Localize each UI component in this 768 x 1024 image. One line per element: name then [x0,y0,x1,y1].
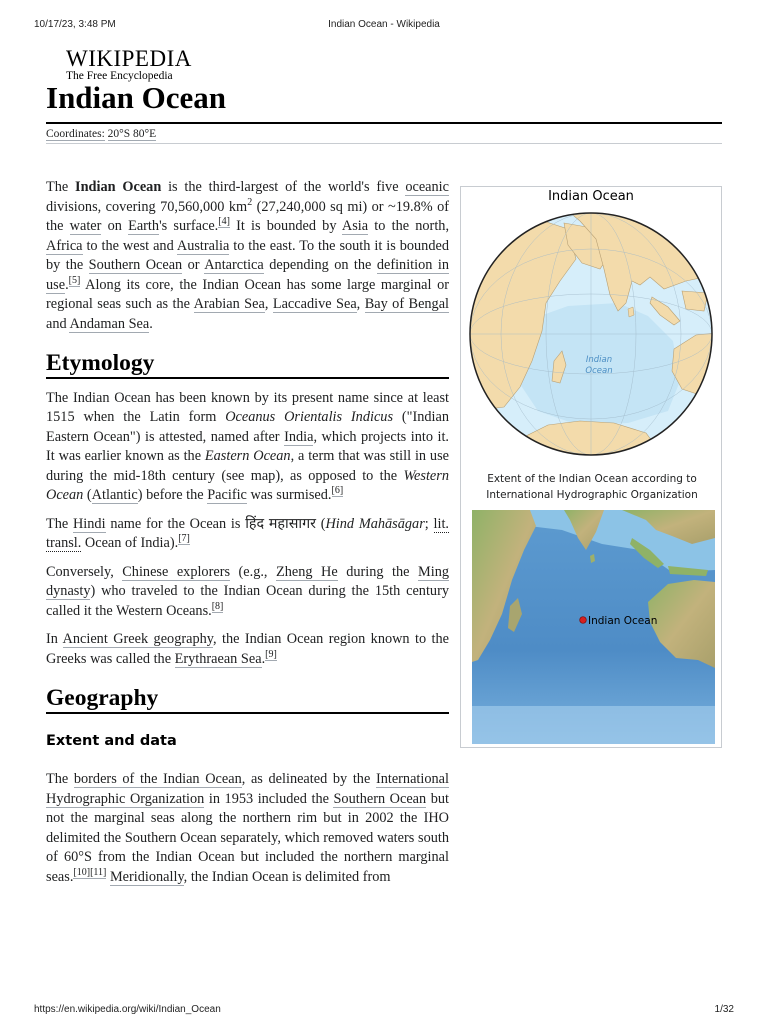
coordinates-label-link[interactable]: Coordinates: [46,128,105,140]
ref-10[interactable]: [10] [73,866,91,878]
etymology-paragraph-1: The Indian Ocean has been known by its present name since at least 1515 when the Latin form Oceanus Orientalis Indicus ("Indian Eastern Ocean") is attested, named after India, which projects into it. It was earlier known as the Eastern Ocean, a term that was still in use during the mid-18th century (see map), as opposed to the Western Ocean (Atlantic) before the Pacific was surmised.[6] [46,389,449,503]
link-lit[interactable]: lit. [433,515,449,532]
caption-line-1: Extent of the Indian Ocean according to [487,473,697,485]
link-australia[interactable]: Australia [176,237,230,254]
sri-lanka-landmass [628,307,634,317]
bold-term: Indian Ocean [75,179,162,195]
ref-5[interactable]: [5] [68,274,81,286]
globe-map[interactable] [468,211,714,457]
page-title: Indian Ocean [46,80,227,115]
ref-6[interactable]: [6] [331,485,344,497]
link-ancient-greek-geography[interactable]: Ancient Greek geography [62,631,213,647]
print-page-number: 1/32 [714,1004,734,1015]
caption-line-2: International Hydrographic Organization [486,489,698,501]
ref-4[interactable]: [4] [218,216,230,228]
borneo-landmass [682,291,708,311]
link-andaman-sea[interactable]: Andaman Sea [69,315,150,332]
link-africa[interactable]: Africa [46,237,83,254]
coordinates-value-link[interactable]: 20°S 80°E [107,128,157,140]
print-footer [0,996,768,1024]
ref-7[interactable]: [7] [178,533,190,545]
link-oceanic[interactable]: oceanic [405,179,449,195]
link-definition-in-use[interactable]: definition in use [46,257,449,293]
intro-paragraph: The Indian Ocean is the third-largest of the world's five oceanic divisions, covering 70,560,000 $km^2$ (27,240,000 sq mi) or ~19.8% of the water on Earth's surface.[4] It is bounded by Asia to the north, Africa to the west and Australia to the east. To the south it is bounded by the Southern Ocean or Antarctica depending on the definition in use.[5] Along its core, the Indian Ocean has some large marginal or regional seas such as the Arabian Sea, Laccadive Sea, Bay of Bengal and Andaman Sea. [46,179,450,332]
subsection-heading-extent: Extent and data [46,732,177,749]
link-hindi[interactable]: Hindi [72,515,106,532]
link-earth[interactable]: Earth [128,218,160,234]
link-india[interactable]: India [284,428,314,445]
link-erythraean-sea[interactable]: Erythraean Sea [174,650,262,667]
etymology-paragraph-2: The Hindi name for the Ocean is हिंद महासागर (Hind Mahāsāgar; lit. transl. Ocean of India).[7] [46,515,449,551]
marker-label: Indian Ocean [588,615,658,627]
ref-9[interactable]: [9] [265,648,277,660]
article-body [46,178,449,896]
infobox-title: Indian Ocean [548,189,634,204]
wikipedia-logo[interactable] [66,46,192,82]
link-chinese-explorers[interactable]: Chinese explorers [122,563,231,580]
section-heading-geography: Geography [46,678,449,714]
ref-8[interactable]: [8] [211,600,224,612]
coordinates-divider [46,143,722,144]
southern-ocean-pale [472,706,715,744]
globe-ocean-label-1: Indian [585,355,613,365]
geography-paragraph-1: The borders of the Indian Ocean, as delineated by the International Hydrographic Organization in 1953 included the Southern Ocean but not the marginal seas along the northern rim but in 2002 the IHO delimited the Southern Ocean separately, which removed waters south of 60°S from the Indian Ocean but included the northern marginal seas.[10][11] Meridionally, the Indian Ocean is delimited from [46,771,449,885]
print-header [0,0,768,40]
print-url: https://en.wikipedia.org/wiki/Indian_Ocean [34,1004,221,1015]
link-borders-of-indian-ocean[interactable]: borders of the Indian Ocean [73,771,242,787]
link-zheng-he[interactable]: Zheng He [276,563,338,580]
link-iho[interactable]: International Hydrographic Organization [46,771,449,807]
link-water[interactable]: water [69,218,102,234]
infobox [460,186,722,748]
link-southern-ocean[interactable]: Southern Ocean [88,257,183,273]
link-pacific[interactable]: Pacific [207,487,247,503]
relief-map[interactable] [472,510,715,744]
link-ming-dynasty[interactable]: Ming dynasty [46,563,449,599]
link-asia[interactable]: Asia [341,218,369,234]
logo-wordmark: WIKIPEDIA [66,46,192,71]
location-marker [580,617,587,624]
etymology-paragraph-4: In Ancient Greek geography, the Indian Ocean region known to the Greeks was called the Erythraean Sea.[9] [46,631,450,667]
link-southern-ocean-2[interactable]: Southern Ocean [333,790,427,807]
link-laccadive-sea[interactable]: Laccadive Sea [272,296,357,312]
link-meridionally[interactable]: Meridionally [109,868,184,885]
logo-tagline: The Free Encyclopedia [66,70,173,82]
link-transl[interactable]: transl. [46,535,82,551]
link-atlantic[interactable]: Atlantic [91,487,138,503]
graticule [468,211,714,457]
coordinates [46,128,156,140]
link-arabian-sea[interactable]: Arabian Sea [193,296,265,312]
etymology-paragraph-3: Conversely, Chinese explorers (e.g., Zheng He during the Ming dynasty) who traveled to the Indian Ocean during the 15th century called it the Western Oceans.[8] [46,563,449,619]
infobox-caption [461,470,723,503]
print-timestamp: 10/17/23, 3:48 PM [34,19,116,30]
link-antarctica[interactable]: Antarctica [204,257,264,273]
globe-ocean-label-2: Ocean [585,366,613,376]
title-divider [46,122,722,124]
section-heading-etymology: Etymology [46,343,449,379]
ref-11[interactable]: [11] [90,866,107,878]
link-bay-of-bengal[interactable]: Bay of Bengal [364,296,450,312]
print-doc-title: Indian Ocean - Wikipedia [328,19,440,30]
